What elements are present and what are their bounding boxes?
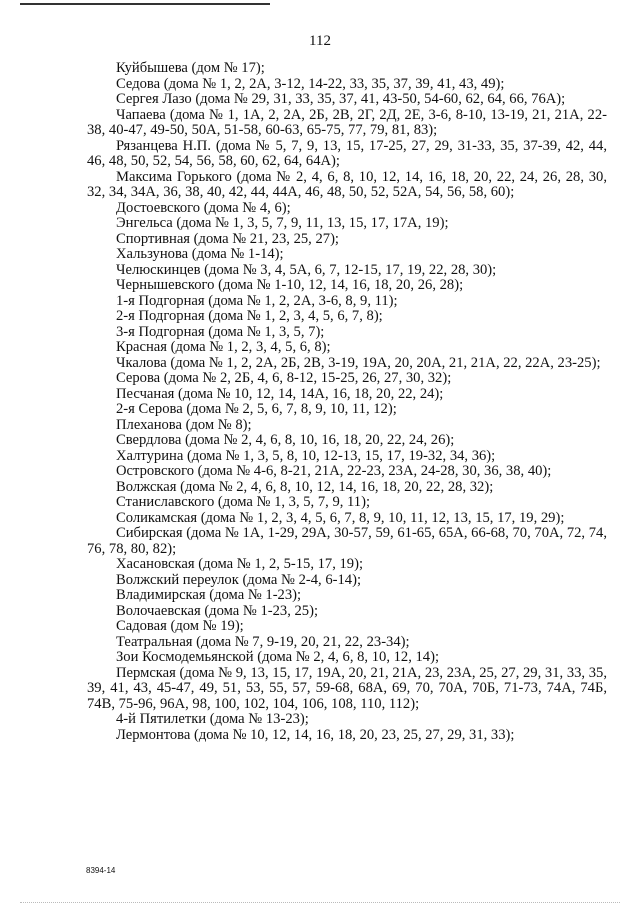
street-entry: Театральная (дома № 7, 9-19, 20, 21, 22, 23-34); — [116, 633, 410, 650]
street-entry: Хасановская (дома № 1, 2, 5-15, 17, 19); — [116, 556, 364, 572]
street-entry: Красная (дома № 1, 2, 3, 4, 5, 6, 8); — [116, 339, 331, 355]
bottom-edge-rule — [20, 902, 620, 903]
street-entry: Волочаевская (дома № 1-23, 25); — [116, 602, 319, 619]
street-entry: Максима Горького (дома № 2, 4, 6, 8, 10, 12, 14, 16, 18, 20, 22, 24, 26, 28, 30, 32, 34, 34А, 36, 38, 40, 42, 44, 44А, 46, 48, 50, 52, 52А, 54, 56, 58, 60); — [87, 168, 607, 200]
street-entry: Спортивная (дома № 21, 23, 25, 27); — [116, 230, 339, 247]
street-entry: Чернышевского (дома № 1-10, 12, 14, 16, 18, 20, 26, 28); — [116, 277, 464, 293]
street-entry: 2-я Подгорная (дома № 1, 2, 3, 4, 5, 6, 7, 8); — [116, 308, 383, 324]
street-entry: Островского (дома № 4-6, 8-21, 21А, 22-23, 23А, 24-28, 30, 36, 38, 40); — [116, 463, 552, 479]
street-entry: 4-й Пятилетки (дома № 13-23); — [116, 711, 309, 727]
street-entry: Станиславского (дома № 1, 3, 5, 7, 9, 11); — [116, 494, 371, 510]
street-entry: Рязанцева Н.П. (дома № 5, 7, 9, 13, 15, 17-25, 27, 29, 31-33, 35, 37-39, 42, 44, 46, 48, 50, 52, 54, 56, 58, 60, 62, 64, 64А); — [87, 137, 607, 169]
street-entry: Плеханова (дом № 8); — [116, 416, 252, 433]
street-entry: Достоевского (дома № 4, 6); — [116, 199, 291, 216]
street-entry: Лермонтова (дома № 10, 12, 14, 16, 18, 20, 23, 25, 27, 29, 31, 33); — [116, 726, 515, 743]
street-entry: Хальзунова (дома № 1-14); — [116, 246, 284, 262]
street-entry: Владимирская (дома № 1-23); — [116, 587, 302, 603]
street-entry: Халтурина (дома № 1, 3, 5, 8, 10, 12-13, 15, 17, 19-32, 34, 36); — [116, 447, 496, 464]
street-entry: Серова (дома № 2, 2Б, 4, 6, 8-12, 15-25, 26, 27, 30, 32); — [116, 370, 452, 386]
street-entry: Сибирская (дома № 1А, 1-29, 29А, 30-57, 59, 61-65, 65А, 66-68, 70, 70А, 72, 74, 76, 78, 80, 82); — [87, 525, 607, 557]
document-body — [87, 61, 607, 743]
street-entry: Песчаная (дома № 10, 12, 14, 14А, 16, 18, 20, 22, 24); — [116, 385, 444, 402]
street-entry: Соликамская (дома № 1, 2, 3, 4, 5, 6, 7, 8, 9, 10, 11, 12, 13, 15, 17, 19, 29); — [116, 509, 565, 526]
street-entry: 1-я Подгорная (дома № 1, 2, 2А, 3-6, 8, 9, 11); — [116, 292, 398, 309]
street-entry: 2-я Серова (дома № 2, 5, 6, 7, 8, 9, 10, 11, 12); — [116, 401, 397, 417]
street-entry: Седова (дома № 1, 2, 2А, 3-12, 14-22, 33, 35, 37, 39, 41, 43, 49); — [116, 75, 505, 92]
street-entry: Сергея Лазо (дома № 29, 31, 33, 35, 37, 41, 43-50, 54-60, 62, 64, 66, 76А); — [116, 91, 566, 107]
page-number: 112 — [309, 33, 331, 49]
street-entry: Волжская (дома № 2, 4, 6, 8, 10, 12, 14, 16, 18, 20, 22, 28, 32); — [116, 478, 494, 495]
street-entry: Чапаева (дома № 1, 1А, 2, 2А, 2Б, 2В, 2Г, 2Д, 2Е, 3-6, 8-10, 13-19, 21, 21А, 22-38, 40-47, 49-50, 50А, 51-58, 60-63, 65-75, 77, 79, 81, 83); — [87, 106, 607, 138]
street-entry: Садовая (дом № 19); — [116, 618, 244, 634]
street-entry: Энгельса (дома № 1, 3, 5, 7, 9, 11, 13, 15, 17, 17А, 19); — [116, 215, 449, 231]
street-entry: 3-я Подгорная (дома № 1, 3, 5, 7); — [116, 323, 325, 340]
street-entry: Волжский переулок (дома № 2-4, 6-14); — [116, 571, 362, 588]
street-entry: Чкалова (дома № 1, 2, 2А, 2Б, 2В, 3-19, 19А, 20, 20А, 21, 21А, 22, 22А, 23-25); — [116, 354, 601, 371]
document-code: 8394-14 — [86, 866, 116, 875]
street-entry: Свердлова (дома № 2, 4, 6, 8, 10, 16, 18, 20, 22, 24, 26); — [116, 432, 455, 448]
top-edge-rule — [20, 3, 270, 5]
street-entry: Зои Космодемьянской (дома № 2, 4, 6, 8, 10, 12, 14); — [116, 649, 440, 665]
street-entry: Челюскинцев (дома № 3, 4, 5А, 6, 7, 12-15, 17, 19, 22, 28, 30); — [116, 261, 497, 278]
street-entry: Куйбышева (дом № 17); — [116, 60, 265, 76]
street-entry: Пермская (дома № 9, 13, 15, 17, 19А, 20, 21, 21А, 23, 23А, 25, 27, 29, 31, 33, 35, 39, 41, 43, 45-47, 49, 51, 53, 55, 57, 59-68, 68А, 69, 70, 70А, 70Б, 71-73, 74А, 74Б, 74В, 75-96, 96А, 98, 100, 102, 104, 106, 108, 110, 112); — [87, 664, 607, 712]
